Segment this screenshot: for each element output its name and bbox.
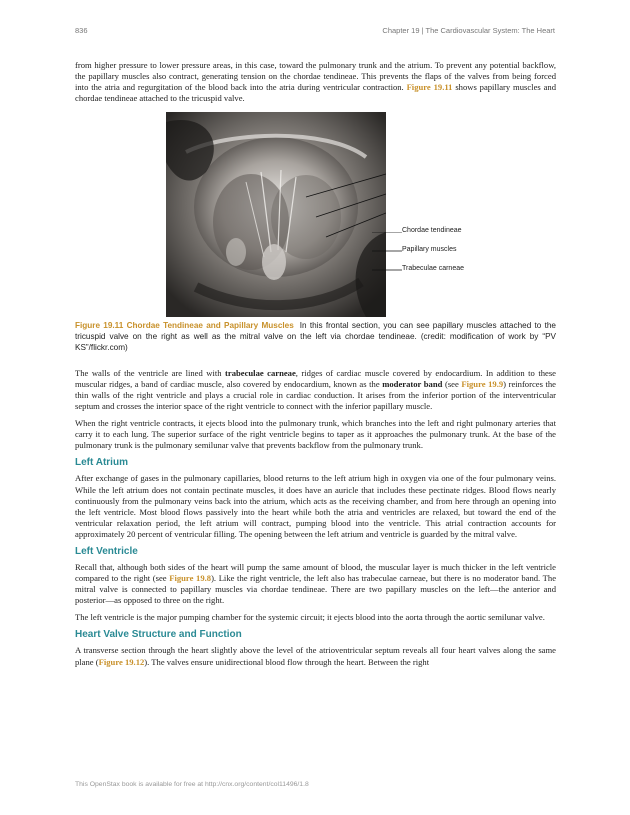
- figure-link[interactable]: Figure 19.8: [169, 573, 212, 584]
- label-chordae-tendineae: Chordae tendineae: [402, 227, 462, 235]
- chapter-title: Chapter 19 | The Cardiovascular System: The Heart: [382, 26, 555, 35]
- left-ventricle-paragraph-2: The left ventricle is the major pumping chamber for the systemic circuit; it ejects blood into the aorta through the aortic semilunar valve.: [75, 612, 545, 623]
- label-papillary-muscles: Papillary muscles: [402, 246, 457, 254]
- page-number: 836: [75, 26, 88, 35]
- page-footer: This OpenStax book is available for free at http://cnx.org/content/col11496/1.8: [75, 781, 309, 788]
- left-ventricle-paragraph-1: Recall that, although both sides of the heart will pump the same amount of blood, the muscular layer is much thicker in the left ventricle compared to the right (see Figure 19.8). Like the right ventricle, the left also has trabeculae carneae, but there is no moderator band. The mitral valve is connected to papillary muscles via chordae tendineae. There are two papillary muscles on the left—the anterior and posterior—as opposed to three on the right.: [75, 561, 557, 606]
- page-content: [75, 60, 556, 674]
- figure-link[interactable]: Figure 19.9: [461, 378, 504, 389]
- figure-19-11: [75, 112, 556, 327]
- heading-left-atrium: Left Atrium: [75, 457, 128, 469]
- heading-heart-valve: Heart Valve Structure and Function: [75, 629, 242, 641]
- figure-link[interactable]: Figure 19.12: [98, 656, 145, 667]
- label-trabeculae-carneae: Trabeculae carneae: [402, 265, 465, 273]
- figure-link[interactable]: Figure 19.11: [406, 82, 453, 93]
- walls-paragraph: The walls of the ventricle are lined with trabeculae carneae, ridges of cardiac muscle covered by endocardium. In addition to these muscular ridges, a band of cardiac muscle, also covered by endocardium, known as the moderator band (see Figure 19.9) reinforces the thin walls of the right ventricle and plays a crucial role in cardiac conduction. It arises from the inferior portion of the interventricular septum and crosses the interior space of the right ventricle to connect with the inferior papillary muscle.: [75, 367, 556, 412]
- contract-paragraph: When the right ventricle contracts, it ejects blood into the pulmonary trunk, which branches into the left and right pulmonary arteries that carry it to each lung. The superior surface of the right ventricle begins to taper as it approaches the pulmonary trunk. At the base of the pulmonary trunk is the pulmonary semilunar valve that prevents backflow from the pulmonary trunk.: [75, 418, 556, 451]
- caption-title: Figure 19.11 Chordae Tendineae and Papillary Muscles: [75, 321, 294, 331]
- heart-photo: [166, 112, 386, 317]
- caption-text: In this frontal section, you can see papillary muscles attached to the tricuspid valve on the right as well as the mitral valve on the left via chordae tendineae. (credit: modification of work by “PV KS”/flickr.com): [75, 321, 556, 352]
- intro-paragraph: from higher pressure to lower pressure areas, in this case, toward the pulmonary trunk and the atrium. To prevent any potential backflow, the papillary muscles also contract, generating tension on the chordae tendineae. This prevents the flaps of the valves from being forced into the atria and regurgitation of the blood back into the atria during ventricular contraction. Figure 19.11 shows papillary muscles and chordae tendineae attached to the tricuspid valve.: [75, 60, 556, 104]
- label-leader-lines: [372, 232, 402, 282]
- page-header: [75, 26, 555, 35]
- heart-valve-paragraph: A transverse section through the heart slightly above the level of the atrioventricular septum reveals all four heart valves along the same plane (Figure 19.12). The valves ensure unidirectional blood flow through the heart. Between the right: [75, 645, 556, 667]
- left-atrium-paragraph: After exchange of gases in the pulmonary capillaries, blood returns to the left atrium high in oxygen via one of the four pulmonary veins. While the left atrium does not contain pectinate muscles, it does have an auricle that includes these pectinate ridges. Blood flows nearly continuously from the pulmonary veins back into the atrium, which acts as the receiving chamber, and from here through an opening into the left ventricle. Most blood flows passively into the heart while both the atria and ventricles are relaxed, but toward the end of the ventricular relaxation period, the left atrium will contract, pumping blood into the ventricle. This atrial contraction accounts for approximately 20 percent of ventricular filling. The opening between the left atrium and ventricle is guarded by the mitral valve.: [75, 473, 556, 539]
- heading-left-ventricle: Left Ventricle: [75, 545, 138, 557]
